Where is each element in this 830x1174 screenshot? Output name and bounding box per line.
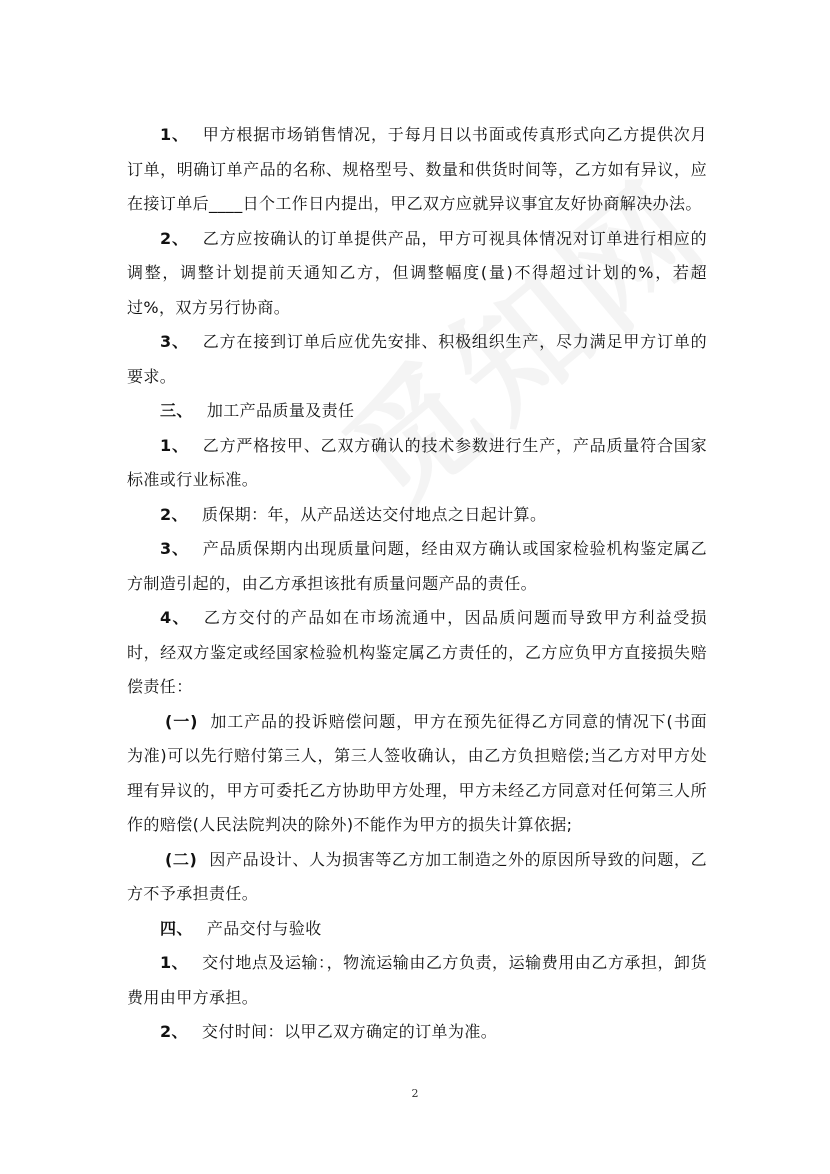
clause-number: 1、 (160, 953, 189, 972)
section-number: 三、 (160, 401, 193, 420)
clause-paragraph (127, 946, 707, 1015)
clause-text: 乙方在接到订单后应优先安排、积极组织生产，尽力满足甲方订单的要求。 (127, 332, 707, 386)
clause-paragraph (127, 325, 707, 394)
clause-text: 乙方交付的产品如在市场流通中，因品质问题而导致甲方利益受损时，经双方鉴定或经国家检验机构鉴定属乙方责任的，乙方应负甲方直接损失赔偿责任： (127, 608, 707, 696)
clause-text: 交付地点及运输：，物流运输由乙方负责，运输费用由乙方承担，卸货费用由甲方承担。 (127, 953, 708, 1007)
sub-clause-number: (一) (165, 711, 198, 731)
clause-text: 质保期：年，从产品送达交付地点之日起计算。 (201, 504, 547, 524)
clause-number: 2、 (160, 228, 189, 248)
clause-text: 甲方根据市场销售情况，于每月日以书面或传真形式向乙方提供次月订单，明确订单产品的名称、规格型号、数量和供货时间等，乙方如有异议，应在接订单后____日个工作日内提出，甲乙双方应就异议事宜友好协商解决办法。 (127, 125, 707, 213)
sub-clause-paragraph (127, 705, 707, 843)
section-title: 加工产品质量及责任 (206, 401, 355, 420)
document-body (127, 118, 707, 1050)
clause-number: 3、 (160, 332, 189, 351)
clause-paragraph (127, 1015, 707, 1050)
sub-clause-paragraph (127, 843, 707, 912)
clause-paragraph (127, 222, 707, 326)
sub-clause-text: 加工产品的投诉赔偿问题，甲方在预先征得乙方同意的情况下(书面为准)可以先行赔付第三人，第三人签收确认，由乙方负担赔偿;当乙方对甲方处理有异议的，甲方可委托乙方协助甲方处理，甲方未经乙方同意对任何第三人所作的赔偿(人民法院判决的除外)不能作为甲方的损失计算依据; (127, 711, 707, 834)
clause-number: 3、 (160, 539, 189, 558)
clause-number: 2、 (160, 504, 188, 524)
section-heading (127, 912, 707, 947)
clause-number: 2、 (160, 1022, 188, 1041)
clause-text: 乙方应按确认的订单提供产品，甲方可视具体情况对订单进行相应的调整，调整计划提前天通知乙方，但调整幅度(量)不得超过计划的%，若超过%，双方另行协商。 (127, 228, 707, 317)
clause-paragraph (127, 429, 707, 498)
clause-paragraph (127, 601, 707, 705)
clause-number: 4、 (160, 608, 190, 627)
clause-text: 产品质保期内出现质量问题，经由双方确认或国家检验机构鉴定属乙方制造引起的，由乙方承担该批有质量问题产品的责任。 (127, 539, 707, 593)
clause-number: 1、 (160, 125, 189, 144)
section-title: 产品交付与验收 (206, 918, 322, 938)
clause-paragraph (127, 532, 707, 601)
section-number: 四、 (160, 918, 193, 938)
page-number: 2 (411, 1087, 419, 1100)
clause-paragraph (127, 118, 707, 222)
sub-clause-text: 因产品设计、人为损害等乙方加工制造之外的原因所导致的问题，乙方不予承担责任。 (127, 849, 707, 903)
clause-paragraph (127, 498, 707, 533)
clause-number: 1、 (160, 435, 189, 455)
sub-clause-number: (二) (165, 849, 198, 869)
clause-text: 乙方严格按甲、乙双方确认的技术参数进行生产，产品质量符合国家标准或行业标准。 (127, 435, 707, 489)
section-heading (127, 394, 707, 429)
clause-text: 交付时间：以甲乙双方确定的订单为准。 (201, 1022, 498, 1041)
